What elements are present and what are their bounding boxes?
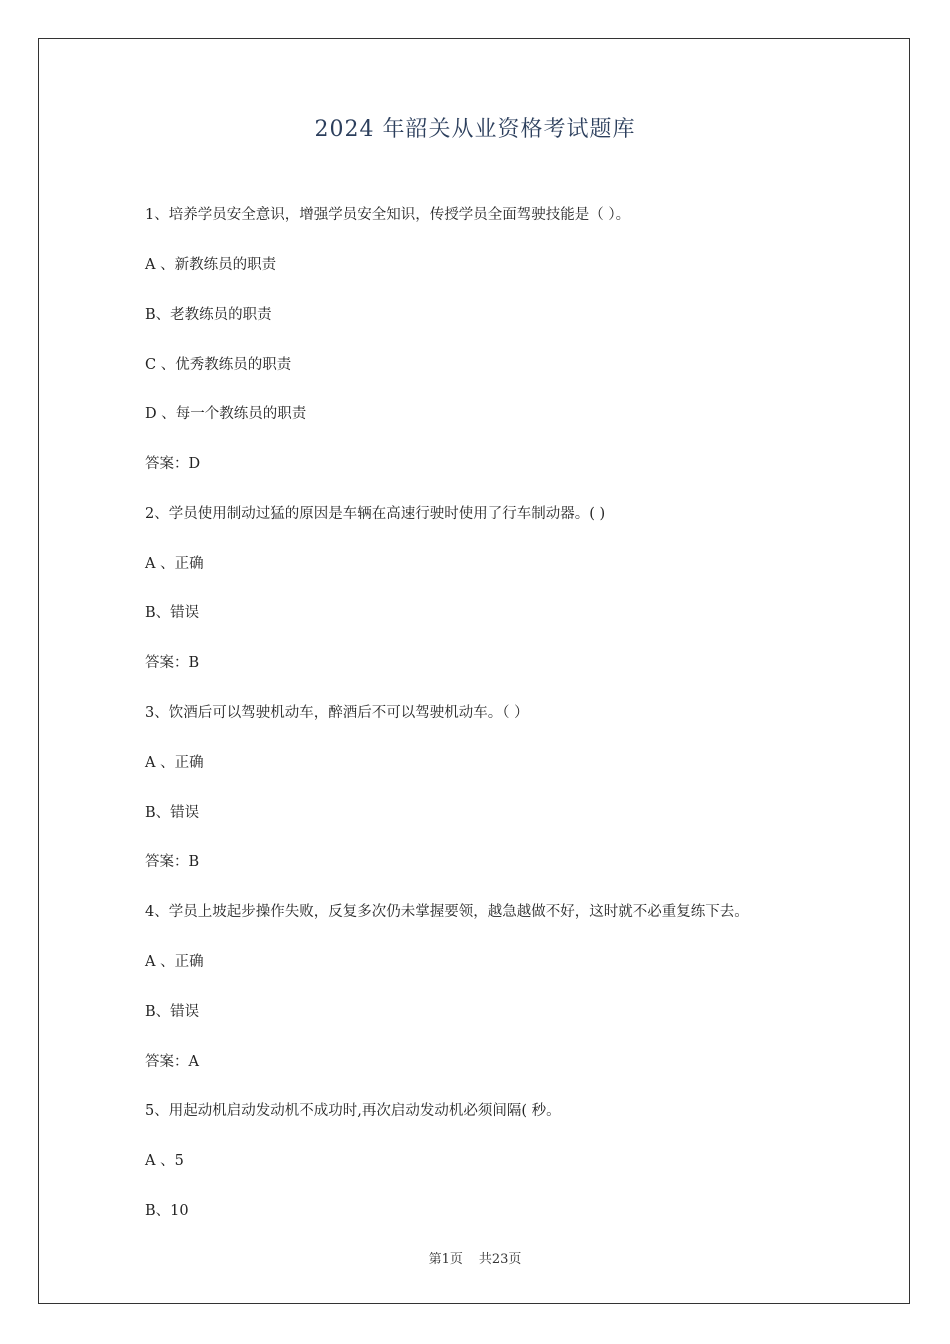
question-5-option-b: B、10 — [145, 1203, 189, 1219]
question-5-option-a: A 、5 — [145, 1153, 184, 1169]
question-4-option-a: A 、正确 — [145, 954, 204, 970]
document-title: 2024 年韶关从业资格考试题库 — [314, 117, 636, 142]
page-footer — [0, 1248, 950, 1267]
question-4-answer: 答案：A — [145, 1054, 199, 1070]
question-4-option-b: B、错误 — [145, 1004, 200, 1020]
question-3-option-a: A 、正确 — [145, 755, 204, 771]
question-5-text: 5、用起动机启动发动机不成功时,再次启动发动机必须间隔( 秒。 — [145, 1103, 561, 1119]
question-2-text: 2、学员使用制动过猛的原因是车辆在高速行驶时使用了行车制动器。( ) — [145, 506, 606, 522]
question-3-text: 3、饮酒后可以驾驶机动车，醉酒后不可以驾驶机动车。（ ） — [145, 705, 529, 721]
question-1-option-d: D 、每一个教练员的职责 — [145, 406, 307, 422]
question-1-option-c: C 、优秀教练员的职责 — [145, 357, 292, 373]
question-2-answer: 答案：B — [145, 655, 200, 671]
question-4-text: 4、学员上坡起步操作失败，反复多次仍未掌握要领，越急越做不好，这时就不必重复练下去。 — [145, 904, 749, 920]
question-3-option-b: B、错误 — [145, 805, 200, 821]
question-1-text: 1、培养学员安全意识，增强学员安全知识，传授学员全面驾驶技能是（ ）。 — [145, 207, 631, 223]
question-2-option-a: A 、正确 — [145, 556, 204, 572]
page-total: 共23页 — [478, 1252, 522, 1267]
question-1-option-a: A 、新教练员的职责 — [145, 257, 277, 273]
question-3-answer: 答案：B — [145, 854, 200, 870]
question-1-option-b: B、老教练员的职责 — [145, 307, 272, 323]
page-number: 第1页 — [428, 1252, 463, 1267]
question-2-option-b: B、错误 — [145, 605, 200, 621]
question-1-answer: 答案：D — [145, 456, 201, 472]
